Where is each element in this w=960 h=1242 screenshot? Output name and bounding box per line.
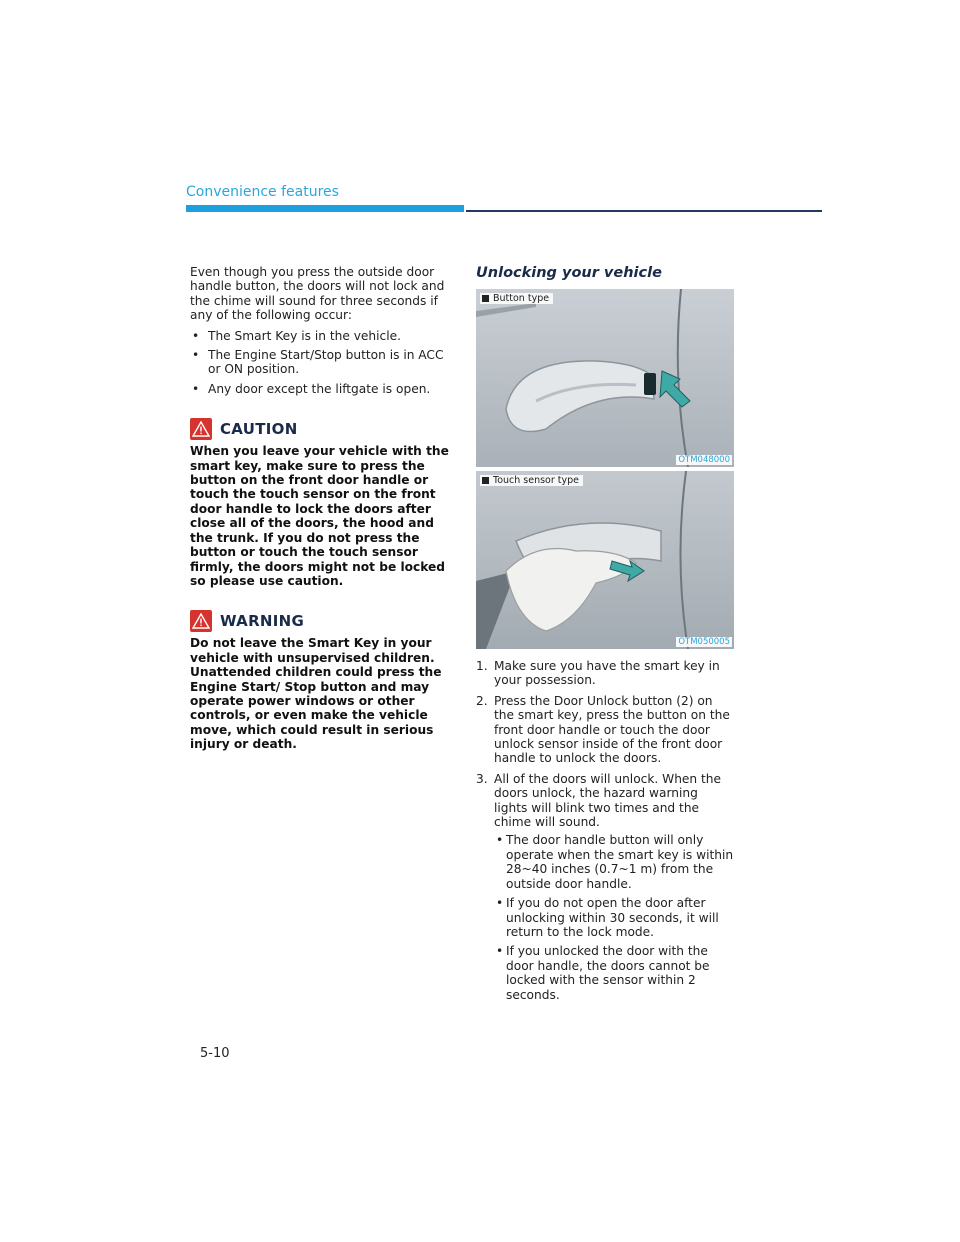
caution-box [190, 418, 452, 588]
caution-text: When you leave your vehicle with the smart key, make sure to press the button on the front door handle or touch the touch sensor on the front door handle to lock the doors after close all of the doors, the hood and the trunk. If you do not press the button or touch the touch sensor firmly, the doors might not be locked so please use caution. [190, 444, 449, 588]
chapter-title: Convenience features [186, 184, 339, 200]
list-item: • Any door except the liftgate is open. [190, 382, 452, 396]
figure-code: OTM050005 [678, 637, 730, 647]
step-notes [494, 833, 734, 1001]
page-number: 5-10 [200, 1046, 230, 1061]
list-item: • The door handle button will only operate when the smart key is within 28~40 inches (0.7~1 m) from the outside door handle. [494, 833, 734, 891]
door-handle-touch-illustration [476, 471, 734, 649]
condition-list [190, 329, 452, 397]
step-item: 3. All of the doors will unlock. When the doors unlock, the hazard warning lights will blink two times and the chime will sound. • The door handle button will only operate when the smart key is within 28~40 inches (0.7~1 m) from the outside door handle. • If you do not open the door after unlocking within 30 seconds, it will return to the lock mode. • If you unlocked the door with the door handle, the doors cannot be locked with the sensor within 2 seconds. [476, 772, 734, 1002]
list-item: • If you unlocked the door with the door handle, the doors cannot be locked with the sensor within 2 seconds. [494, 944, 734, 1002]
list-item: • If you do not open the door after unlocking within 30 seconds, it will return to the lock mode. [494, 896, 734, 939]
warning-title: WARNING [220, 612, 305, 631]
right-column [476, 265, 734, 1008]
step-item: 2. Press the Door Unlock button (2) on the smart key, press the button on the front door handle or touch the door unlock sensor inside of the front door handle to unlock the doors. [476, 693, 730, 766]
unlock-steps [476, 659, 734, 1002]
warning-box [190, 610, 452, 751]
step-item: 1. Make sure you have the smart key in your possession. [476, 659, 720, 688]
door-handle-button-illustration [476, 289, 734, 467]
left-column [190, 265, 452, 752]
touch-sensor-figure [476, 471, 734, 649]
figure-label: Touch sensor type [480, 475, 583, 486]
warning-text: Do not leave the Smart Key in your vehicle with unsupervised children. Unattended children could press the Engine Start/ Stop button and may operate power windows or other controls, or even make the vehicle move, which could result in serious injury or death. [190, 636, 442, 752]
figure-code: OTM048000 [678, 455, 730, 465]
button-type-figure [476, 289, 734, 467]
warning-triangle-icon [190, 610, 212, 632]
header-rule [466, 210, 822, 212]
caution-triangle-icon [190, 418, 212, 440]
figure-label: Button type [480, 293, 553, 304]
section-title: Unlocking your vehicle [476, 265, 662, 281]
header-rule-accent [186, 205, 464, 212]
list-item: • The Smart Key is in the vehicle. [190, 329, 452, 343]
intro-paragraph: Even though you press the outside door handle button, the doors will not lock and the chime will sound for three seconds if any of the following occur: [190, 265, 445, 323]
list-item: • The Engine Start/Stop button is in ACC or ON position. [190, 348, 452, 377]
caution-title: CAUTION [220, 420, 298, 439]
